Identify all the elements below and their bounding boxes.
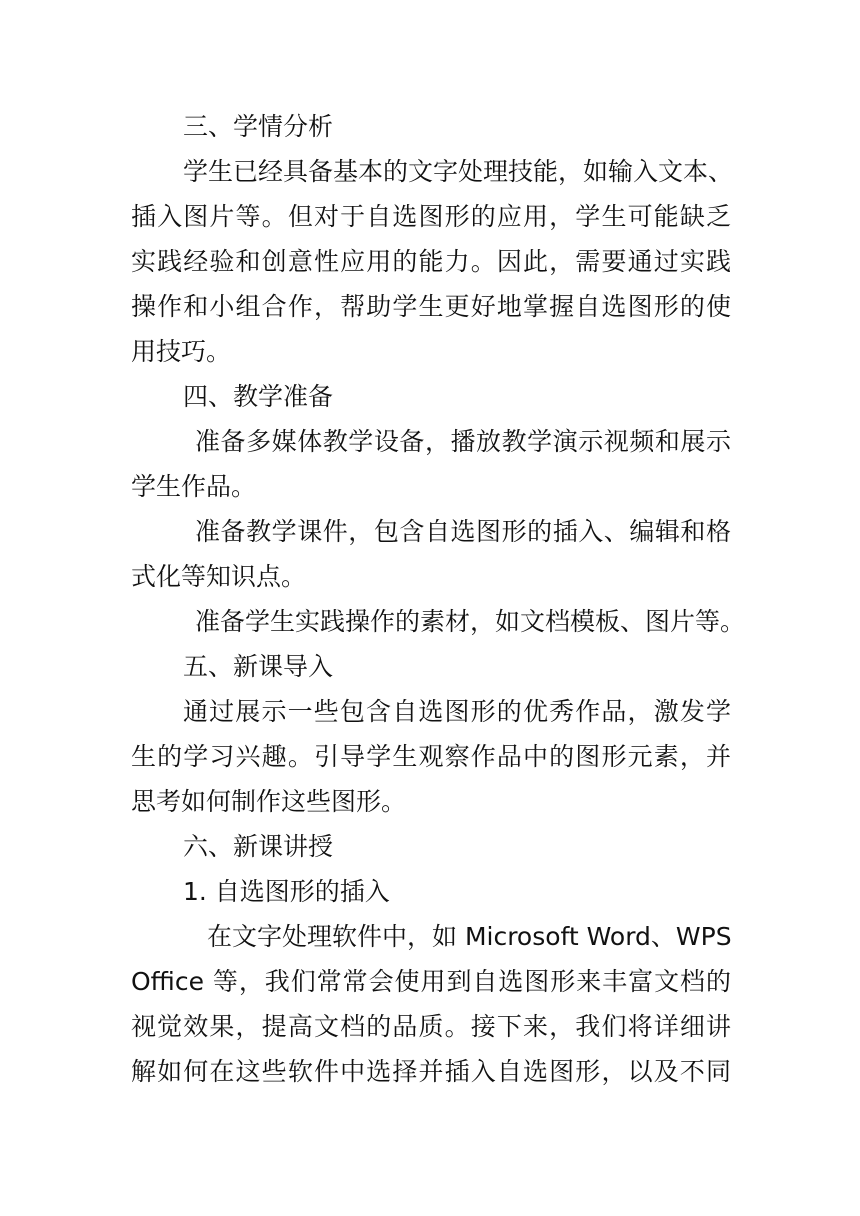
paragraph-line: 准备教学课件，包含自选图形的插入、编辑和格 [195,517,731,546]
paragraph-line: 思考如何制作这些图形。 [131,787,407,816]
paragraph-line: 学生已经具备基本的文字处理技能，如输入文本、 [183,157,734,186]
paragraph-line: 操作和小组合作，帮助学生更好地掌握自选图形的使 [131,292,731,321]
heading-new-lesson-intro: 五、新课导入 [183,652,334,681]
paragraph-line: 准备学生实践操作的素材，如文档模板、图片等。 [195,607,746,636]
heading-student-analysis: 三、学情分析 [183,112,334,141]
subheading-insert-autoshape: 1. 自选图形的插入 [183,877,390,906]
paragraph-line: 式化等知识点。 [131,562,307,591]
paragraph-line: 通过展示一些包含自选图形的优秀作品，激发学 [183,697,731,726]
paragraph-line: 准备多媒体教学设备，播放教学演示视频和展示 [195,427,731,456]
paragraph-line: 在文字处理软件中，如 Microsoft Word、WPS [207,922,732,951]
paragraph-line: 插入图片等。但对于自选图形的应用，学生可能缺乏 [131,202,731,231]
heading-new-lesson-teaching: 六、新课讲授 [183,832,334,861]
paragraph-line: 实践经验和创意性应用的能力。因此，需要通过实践 [131,247,731,276]
paragraph-line: Office 等，我们常常会使用到自选图形来丰富文档的 [131,967,731,996]
paragraph-line: 生的学习兴趣。引导学生观察作品中的图形元素，并 [131,742,731,771]
paragraph-line: 学生作品。 [131,472,257,501]
paragraph-line: 视觉效果，提高文档的品质。接下来，我们将详细讲 [131,1012,731,1041]
paragraph-line: 用技巧。 [131,337,232,366]
paragraph-line: 解如何在这些软件中选择并插入自选图形，以及不同 [131,1057,731,1086]
heading-teaching-preparation: 四、教学准备 [183,382,334,411]
